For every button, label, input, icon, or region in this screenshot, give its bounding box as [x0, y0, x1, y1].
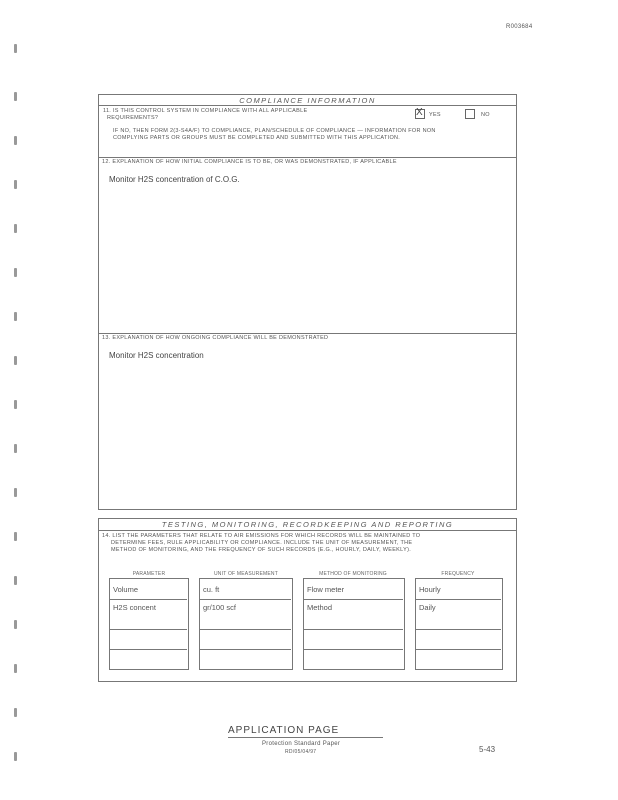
table-cell: Daily [419, 603, 436, 612]
col-header-parameter: PARAMETER [132, 571, 166, 577]
compliance-title: COMPLIANCE INFORMATION [239, 96, 376, 105]
check-mark: X [416, 107, 423, 118]
q14-instructions: 14. LIST THE PARAMETERS THAT RELATE TO AIR EMISSIONS FOR WHICH RECORDS WILL BE MAINTAINED TO [102, 533, 421, 539]
col-header-frequency: FREQUENCY [441, 571, 475, 577]
table-cell: Hourly [419, 585, 441, 594]
table-cell: H2S concent [113, 603, 156, 612]
if-no-instructions: IF NO, THEN FORM 2(3-S4A/F) TO COMPLIANCE, PLAN/SCHEDULE OF COMPLIANCE — INFORMATION FOR NON [113, 128, 436, 134]
no-checkbox[interactable] [465, 109, 475, 119]
if-no-instructions-cont: COMPLYING PARTS OR GROUPS MUST BE COMPLETED AND SUBMITTED WITH THIS APPLICATION. [113, 135, 401, 141]
footer-title: APPLICATION PAGE [228, 725, 340, 736]
col-header-unit: UNIT OF MEASUREMENT [214, 571, 278, 577]
table-cell: Flow meter [307, 585, 345, 594]
q14-instructions-cont2: METHOD OF MONITORING, AND THE FREQUENCY OF SUCH RECORDS (E.G., HOURLY, DAILY, WEEKLY). [111, 547, 412, 553]
col-header-method: METHOD OF MONITORING [319, 571, 387, 577]
yes-checkbox[interactable] [415, 109, 425, 119]
testing-title: TESTING, MONITORING, RECORDKEEPING AND REPORTING [161, 520, 454, 529]
testing-section [98, 518, 517, 682]
q12-label: 12. EXPLANATION OF HOW INITIAL COMPLIANCE IS TO BE, OR WAS DEMONSTRATED, IF APPLICABLE [102, 159, 397, 165]
footer-form-number: RD/05/04/97 [285, 749, 317, 755]
table-cell: Method [307, 603, 333, 612]
q12-answer: Monitor H2S concentration of C.O.G. [109, 175, 240, 184]
yes-label: YES [429, 112, 441, 118]
table-cell: cu. ft [203, 585, 220, 594]
table-cell: gr/100 scf [203, 603, 236, 612]
q14-instructions-cont: DETERMINE FEES, RULE APPLICABILITY OR COMPLIANCE. INCLUDE THE UNIT OF MEASUREMENT, THE [111, 540, 413, 546]
table-cell: Volume [113, 585, 139, 594]
q11-label: 11. IS THIS CONTROL SYSTEM IN COMPLIANCE WITH ALL APPLICABLE [103, 108, 308, 114]
document-id: R003684 [506, 24, 533, 30]
no-label: NO [481, 112, 490, 118]
footer-subtitle: Protection Standard Paper [262, 741, 341, 747]
compliance-section [98, 94, 517, 510]
q13-label: 13. EXPLANATION OF HOW ONGOING COMPLIANCE WILL BE DEMONSTRATED [102, 335, 329, 341]
q11-label-cont: REQUIREMENTS? [107, 115, 159, 121]
page-number: 5-43 [479, 745, 496, 754]
q13-answer: Monitor H2S concentration [109, 351, 204, 360]
